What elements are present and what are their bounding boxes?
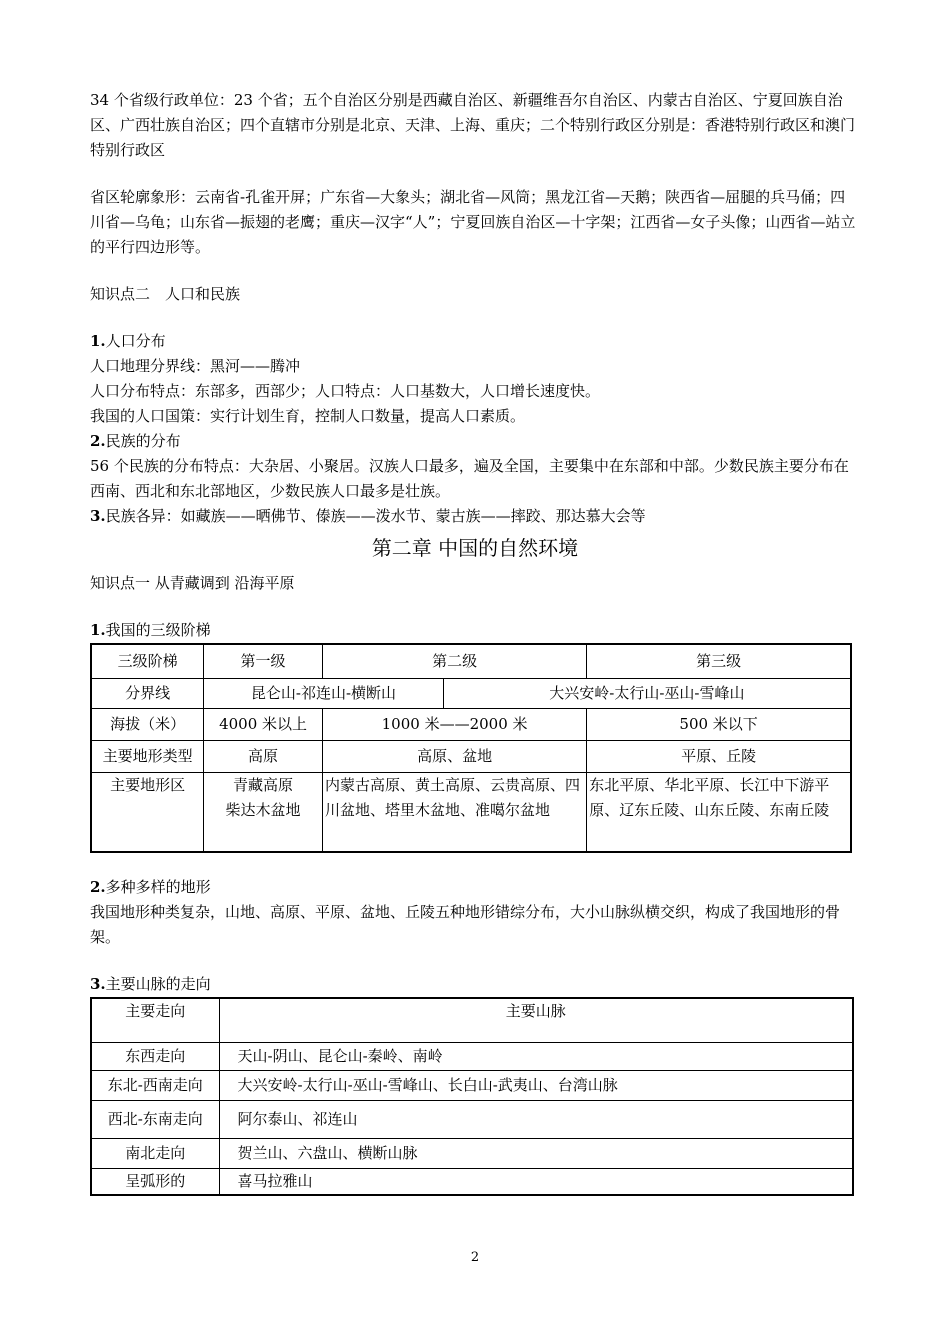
table-row (91, 708, 851, 740)
table-cell: 喜马拉雅山 (219, 1168, 853, 1195)
population-policy: 我国的人口国策：实行计划生育，控制人口数量，提高人口素质。 (90, 407, 526, 425)
table-cell: 海拔（米） (91, 708, 204, 740)
table-cell: 西北-东南走向 (91, 1100, 219, 1138)
table-cell: 4000 米以上 (204, 708, 323, 740)
table-cell: 1000 米——2000 米 (322, 708, 586, 740)
table-cell: 昆仑山-祁连山-横断山 (204, 678, 444, 708)
three-steps-table (90, 643, 852, 853)
table-cell: 东北-西南走向 (91, 1070, 219, 1100)
table-cell: 高原、盆地 (322, 740, 586, 772)
table-row (91, 1168, 853, 1195)
admin-units-paragraph: 34 个省级行政单位：23 个省；五个自治区分别是西藏自治区、新疆维吾尔自治区、内蒙古自治区、宁夏回族自治区、广西壮族自治区；四个直辖市分别是北京、天津、上海、重庆；二个特别行政区分别是：香港特别行政区和澳门特别行政区 (90, 91, 856, 159)
document-page (90, 88, 860, 1196)
table-cell: 分界线 (91, 678, 204, 708)
population-line: 人口地理分界线：黑河——腾冲 (90, 357, 301, 375)
table-header-cell: 主要走向 (91, 998, 219, 1042)
table-cell: 500 米以下 (587, 708, 851, 740)
table-cell: 平原、丘陵 (587, 740, 851, 772)
ethnic-festivals: 3.民族各异：如藏族——晒佛节、傣族——泼水节、蒙古族——摔跤、那达慕大会等 (90, 507, 646, 525)
landforms-heading: 2.多种多样的地形 (90, 878, 211, 896)
table-row (91, 1138, 853, 1168)
knowledge-point-2-heading: 知识点二 人口和民族 (90, 285, 241, 303)
table-cell: 东西走向 (91, 1042, 219, 1070)
table-row (91, 740, 851, 772)
table-cell: 内蒙古高原、黄土高原、云贵高原、四川盆地、塔里木盆地、准噶尔盆地 (322, 772, 586, 852)
province-outline-paragraph: 省区轮廓象形：云南省-孔雀开屏；广东省—大象头；湖北省—风筒；黑龙江省—天鹅；陕西省—屈腿的兵马俑；四川省—乌龟；山东省—振翅的老鹰；重庆—汉字“人”；宁夏回族自治区—十字架；江西省—女子头像；山西省—站立的平行四边形等。 (90, 188, 856, 256)
ethnic-heading: 2.民族的分布 (90, 432, 181, 450)
page-number: 2 (470, 1250, 480, 1265)
table-cell: 阿尔泰山、祁连山 (219, 1100, 853, 1138)
table-cell: 天山-阴山、昆仑山-秦岭、南岭 (219, 1042, 853, 1070)
table-cell: 南北走向 (91, 1138, 219, 1168)
chapter-title: 第二章 中国的自然环境 (371, 536, 579, 560)
table-cell: 贺兰山、六盘山、横断山脉 (219, 1138, 853, 1168)
table-cell: 呈弧形的 (91, 1168, 219, 1195)
landforms-paragraph: 我国地形种类复杂，山地、高原、平原、盆地、丘陵五种地形错综分布，大小山脉纵横交织，构成了我国地形的骨架。 (90, 903, 841, 946)
mountain-direction-table (90, 997, 854, 1196)
table-row (91, 1042, 853, 1070)
ethnic-distribution: 56 个民族的分布特点：大杂居、小聚居。汉族人口最多，遍及全国，主要集中在东部和中部。少数民族主要分布在西南、西北和东北部地区，少数民族人口最多是壮族。 (90, 457, 849, 500)
table-cell: 青藏高原 柴达木盆地 (204, 772, 323, 852)
table-row (91, 644, 851, 678)
table-row (91, 1070, 853, 1100)
table-cell: 东北平原、华北平原、长江中下游平原、辽东丘陵、山东丘陵、东南丘陵 (587, 772, 851, 852)
table-cell: 主要地形区 (91, 772, 204, 852)
three-steps-heading: 1.我国的三级阶梯 (90, 621, 211, 639)
population-feature: 人口分布特点：东部多，西部少；人口特点：人口基数大，人口增长速度快。 (90, 382, 601, 400)
table-row (91, 998, 853, 1042)
table-header-cell: 第二级 (322, 644, 586, 678)
table-row (91, 772, 851, 852)
table-header-cell: 第三级 (587, 644, 851, 678)
table-cell: 高原 (204, 740, 323, 772)
population-heading: 1.人口分布 (90, 332, 166, 350)
table-row (91, 678, 851, 708)
table-row (91, 1100, 853, 1138)
knowledge-point-1-heading: 知识点一 从青藏调到 沿海平原 (90, 574, 295, 592)
mountain-direction-heading: 3.主要山脉的走向 (90, 975, 211, 993)
table-header-cell: 第一级 (204, 644, 323, 678)
table-cell: 大兴安岭-太行山-巫山-雪峰山、长白山-武夷山、台湾山脉 (219, 1070, 853, 1100)
table-header-cell: 主要山脉 (219, 998, 853, 1042)
table-cell: 主要地形类型 (91, 740, 204, 772)
table-header-cell: 三级阶梯 (91, 644, 204, 678)
table-cell: 大兴安岭-太行山-巫山-雪峰山 (443, 678, 851, 708)
